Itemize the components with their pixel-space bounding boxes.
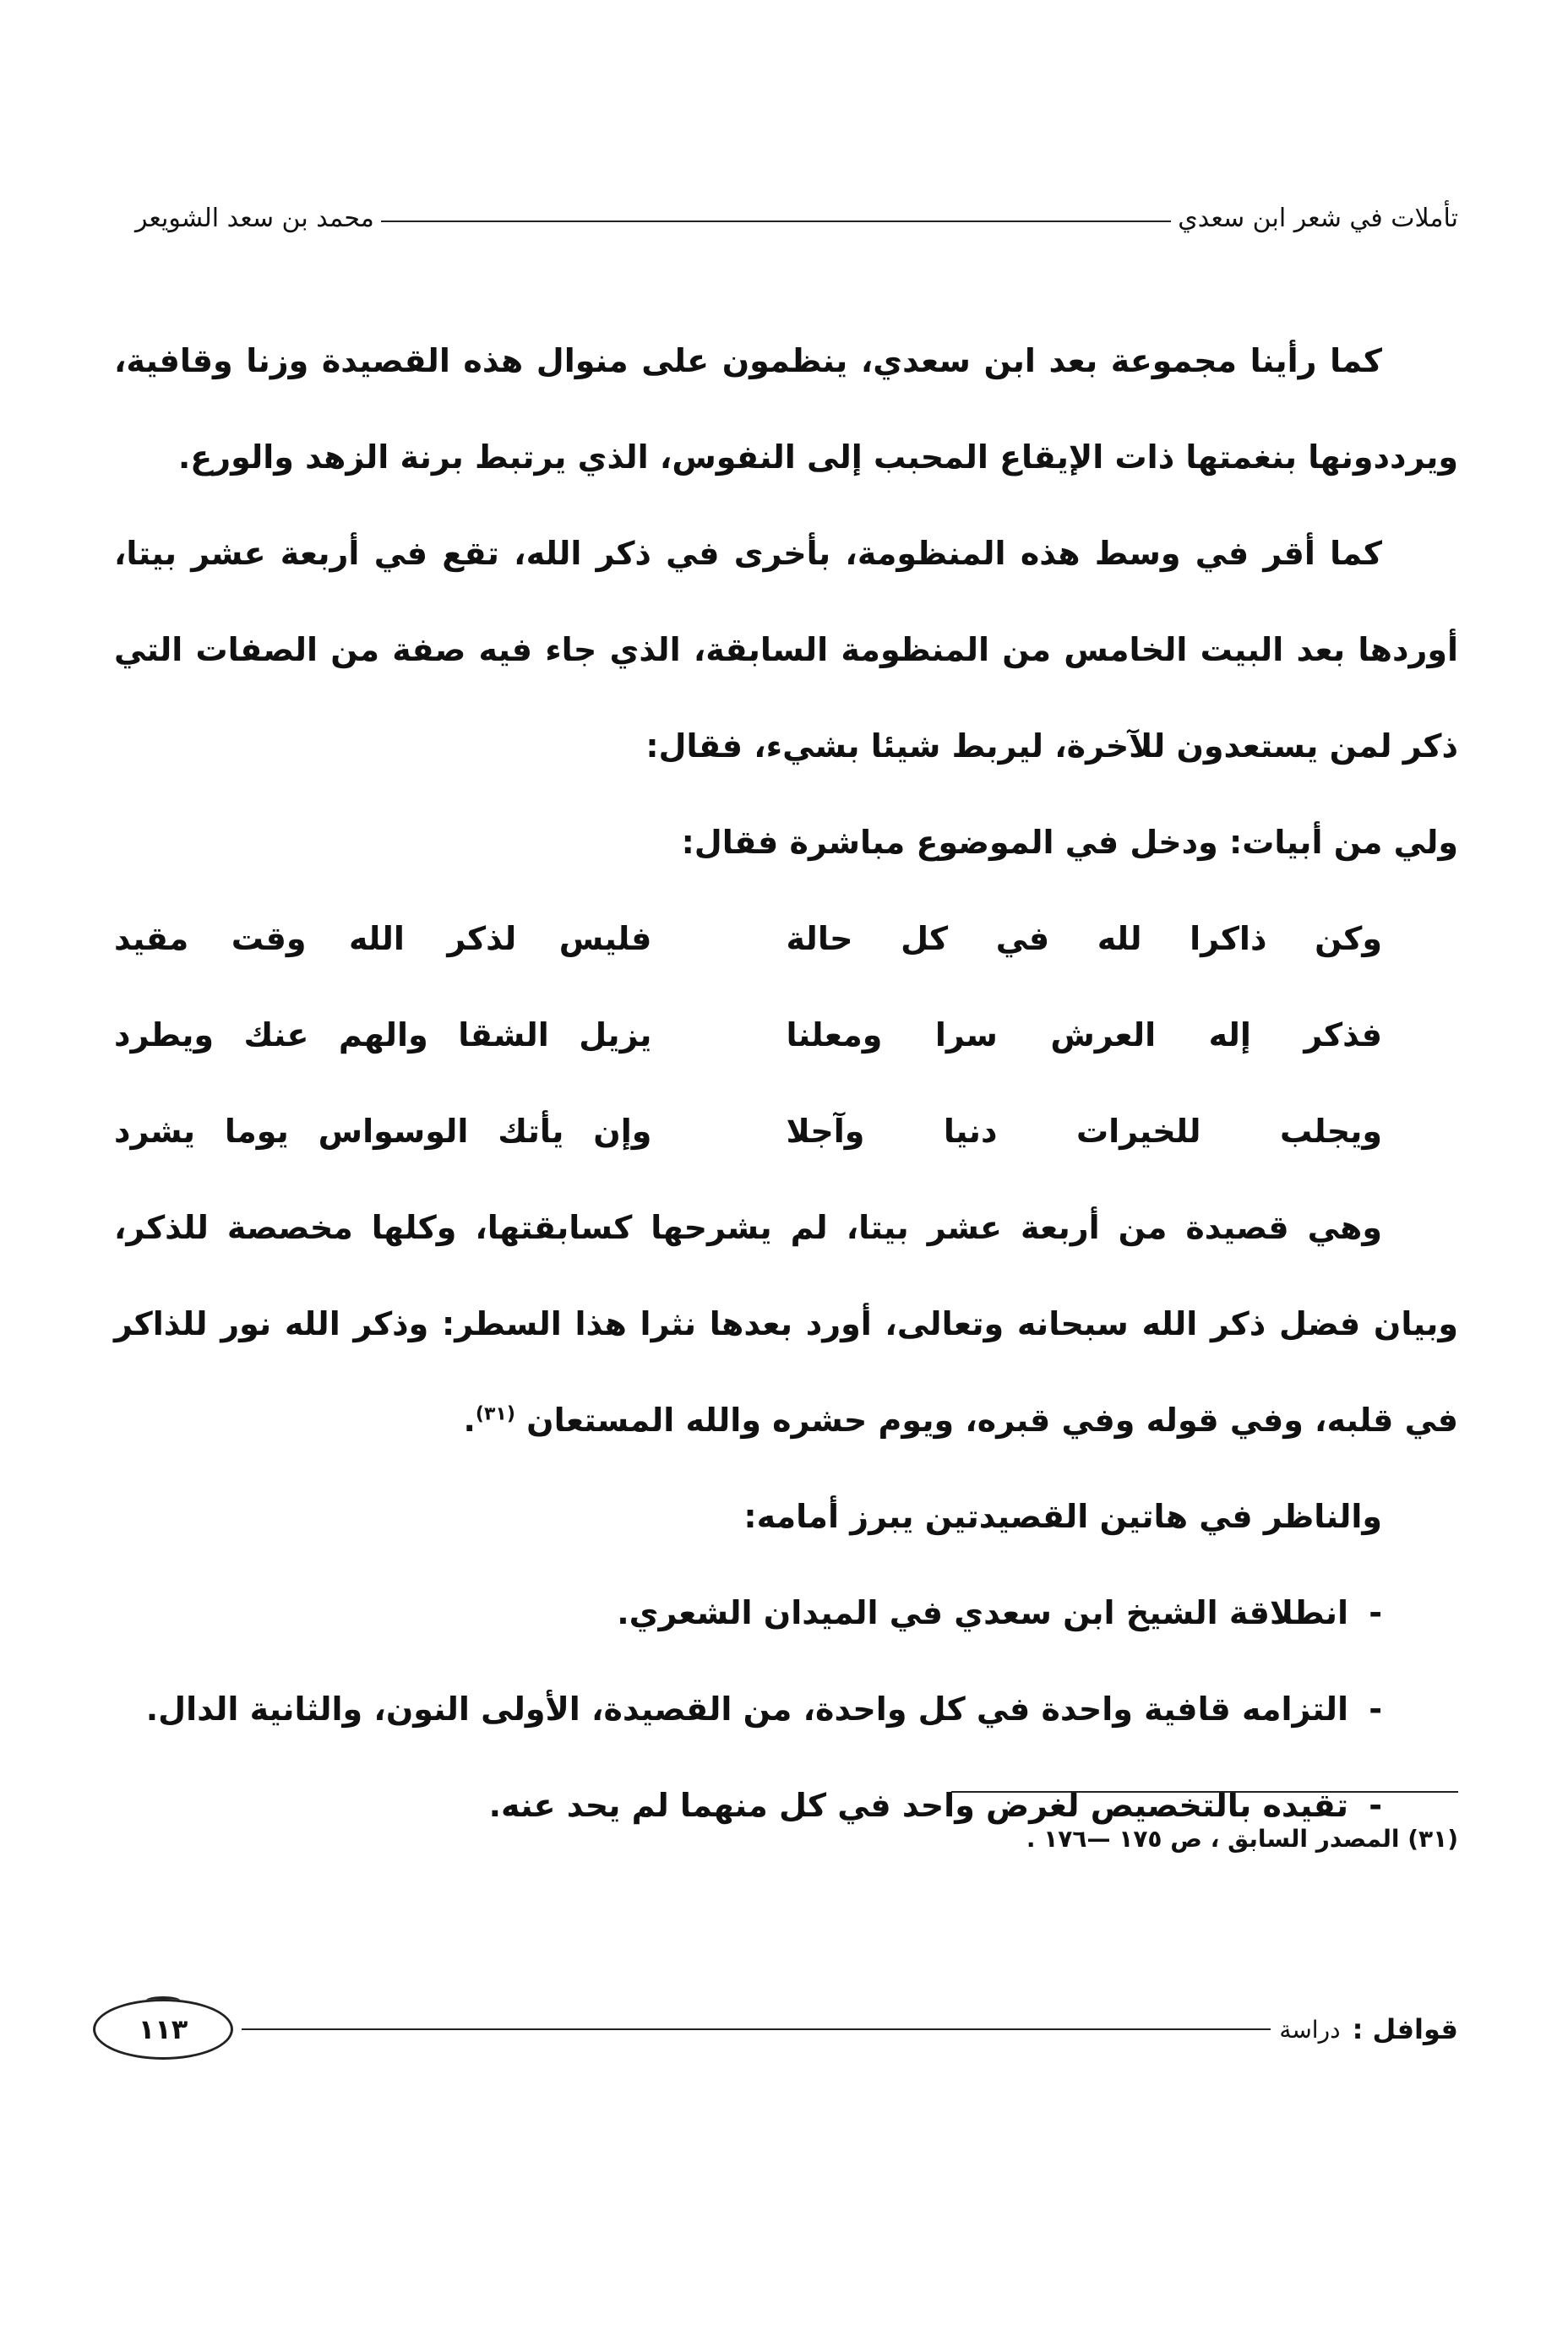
- paragraph-4-end: .: [463, 1402, 476, 1439]
- poem-verse: [114, 1083, 1458, 1179]
- paragraph-3: ولي من أبيات: ودخل في الموضوع مباشرة فقال:: [681, 824, 1458, 861]
- poem-verse: [114, 987, 1458, 1083]
- poem-hemistich-first: فذكر إله العرش سرا ومعلنا: [786, 1016, 1382, 1054]
- paragraph-4-text: وهي قصيدة من أربعة عشر بيتا، لم يشرحها كسابقتها، وكلها مخصصة للذكر، وبيان فضل ذكر الله سبحانه وتعالى، أورد بعدها نثرا هذا السطر: وذكر الله نور للذاكر في قلبه، وفي قوله وفي قبره، ويوم حشره والله المستعان: [114, 1209, 1458, 1439]
- poem-hemistich-second: يزيل الشقا والهم عنك ويطرد: [114, 1016, 652, 1054]
- bullet-dash: -: [1369, 1690, 1382, 1728]
- bullet-text: التزامه قافية واحدة في كل واحدة، من القصيدة، الأولى النون، والثانية الدال.: [145, 1690, 1348, 1728]
- header-rule: [381, 220, 1171, 222]
- footnote-reference[interactable]: (٣١): [475, 1403, 515, 1425]
- paragraph-2: كما أقر في وسط هذه المنظومة، بأخرى في ذكر الله، تقع في أربعة عشر بيتا، أوردها بعد البيت الخامس من المنظومة السابقة، الذي جاء فيه صفة من الصفات التي ذكر لمن يستعدون للآخرة، ليربط شيئا بشيء، فقال:: [114, 535, 1458, 765]
- paragraph-5: والناظر في هاتين القصيدتين يبرز أمامه:: [743, 1498, 1382, 1535]
- footer-rule: [242, 2028, 1271, 2030]
- poem: [114, 890, 1458, 1179]
- footer-section: دراسة: [1279, 2015, 1341, 2044]
- poem-hemistich-first: ويجلب للخيرات دنيا وآجلا: [786, 1113, 1382, 1150]
- body-text: [114, 313, 1458, 1854]
- header-author: محمد بن سعد الشويعر: [135, 203, 374, 233]
- poem-verse: [114, 890, 1458, 987]
- poem-hemistich-first: وكن ذاكرا لله في كل حالة: [786, 920, 1382, 957]
- running-header: [135, 193, 1458, 243]
- footnote-rule: [951, 1791, 1458, 1793]
- footer-journal: قوافل :: [1352, 2013, 1458, 2045]
- footnote: (٣١) المصدر السابق ، ص ١٧٥ —١٧٦ .: [1026, 1825, 1458, 1853]
- paragraph-1: كما رأينا مجموعة بعد ابن سعدي، ينظمون على منوال هذه القصيدة وزنا وقافية، ويرددونها بنغمتها ذات الإيقاع المحبب إلى النفوس، الذي يرتبط برنة الزهد والورع.: [114, 342, 1458, 476]
- bullet-text: تقيده بالتخصيص لغرض واحد في كل منهما لم يحد عنه.: [488, 1787, 1348, 1824]
- paragraph-4: [114, 1179, 1458, 1468]
- page-number: ١١٣: [93, 1999, 233, 2060]
- running-footer: [93, 1995, 1458, 2063]
- poem-hemistich-second: فليس لذكر الله وقت مقيد: [114, 920, 652, 957]
- bullet-item: [114, 1661, 1458, 1757]
- bullet-item: [114, 1565, 1458, 1661]
- poem-hemistich-second: وإن يأتك الوسواس يوما يشرد: [114, 1113, 652, 1150]
- header-title: تأملات في شعر ابن سعدي: [1178, 203, 1458, 233]
- bullet-dash: -: [1369, 1594, 1382, 1631]
- bullet-text: انطلاقة الشيخ ابن سعدي في الميدان الشعري.: [617, 1594, 1348, 1631]
- bullet-dash: -: [1369, 1787, 1382, 1824]
